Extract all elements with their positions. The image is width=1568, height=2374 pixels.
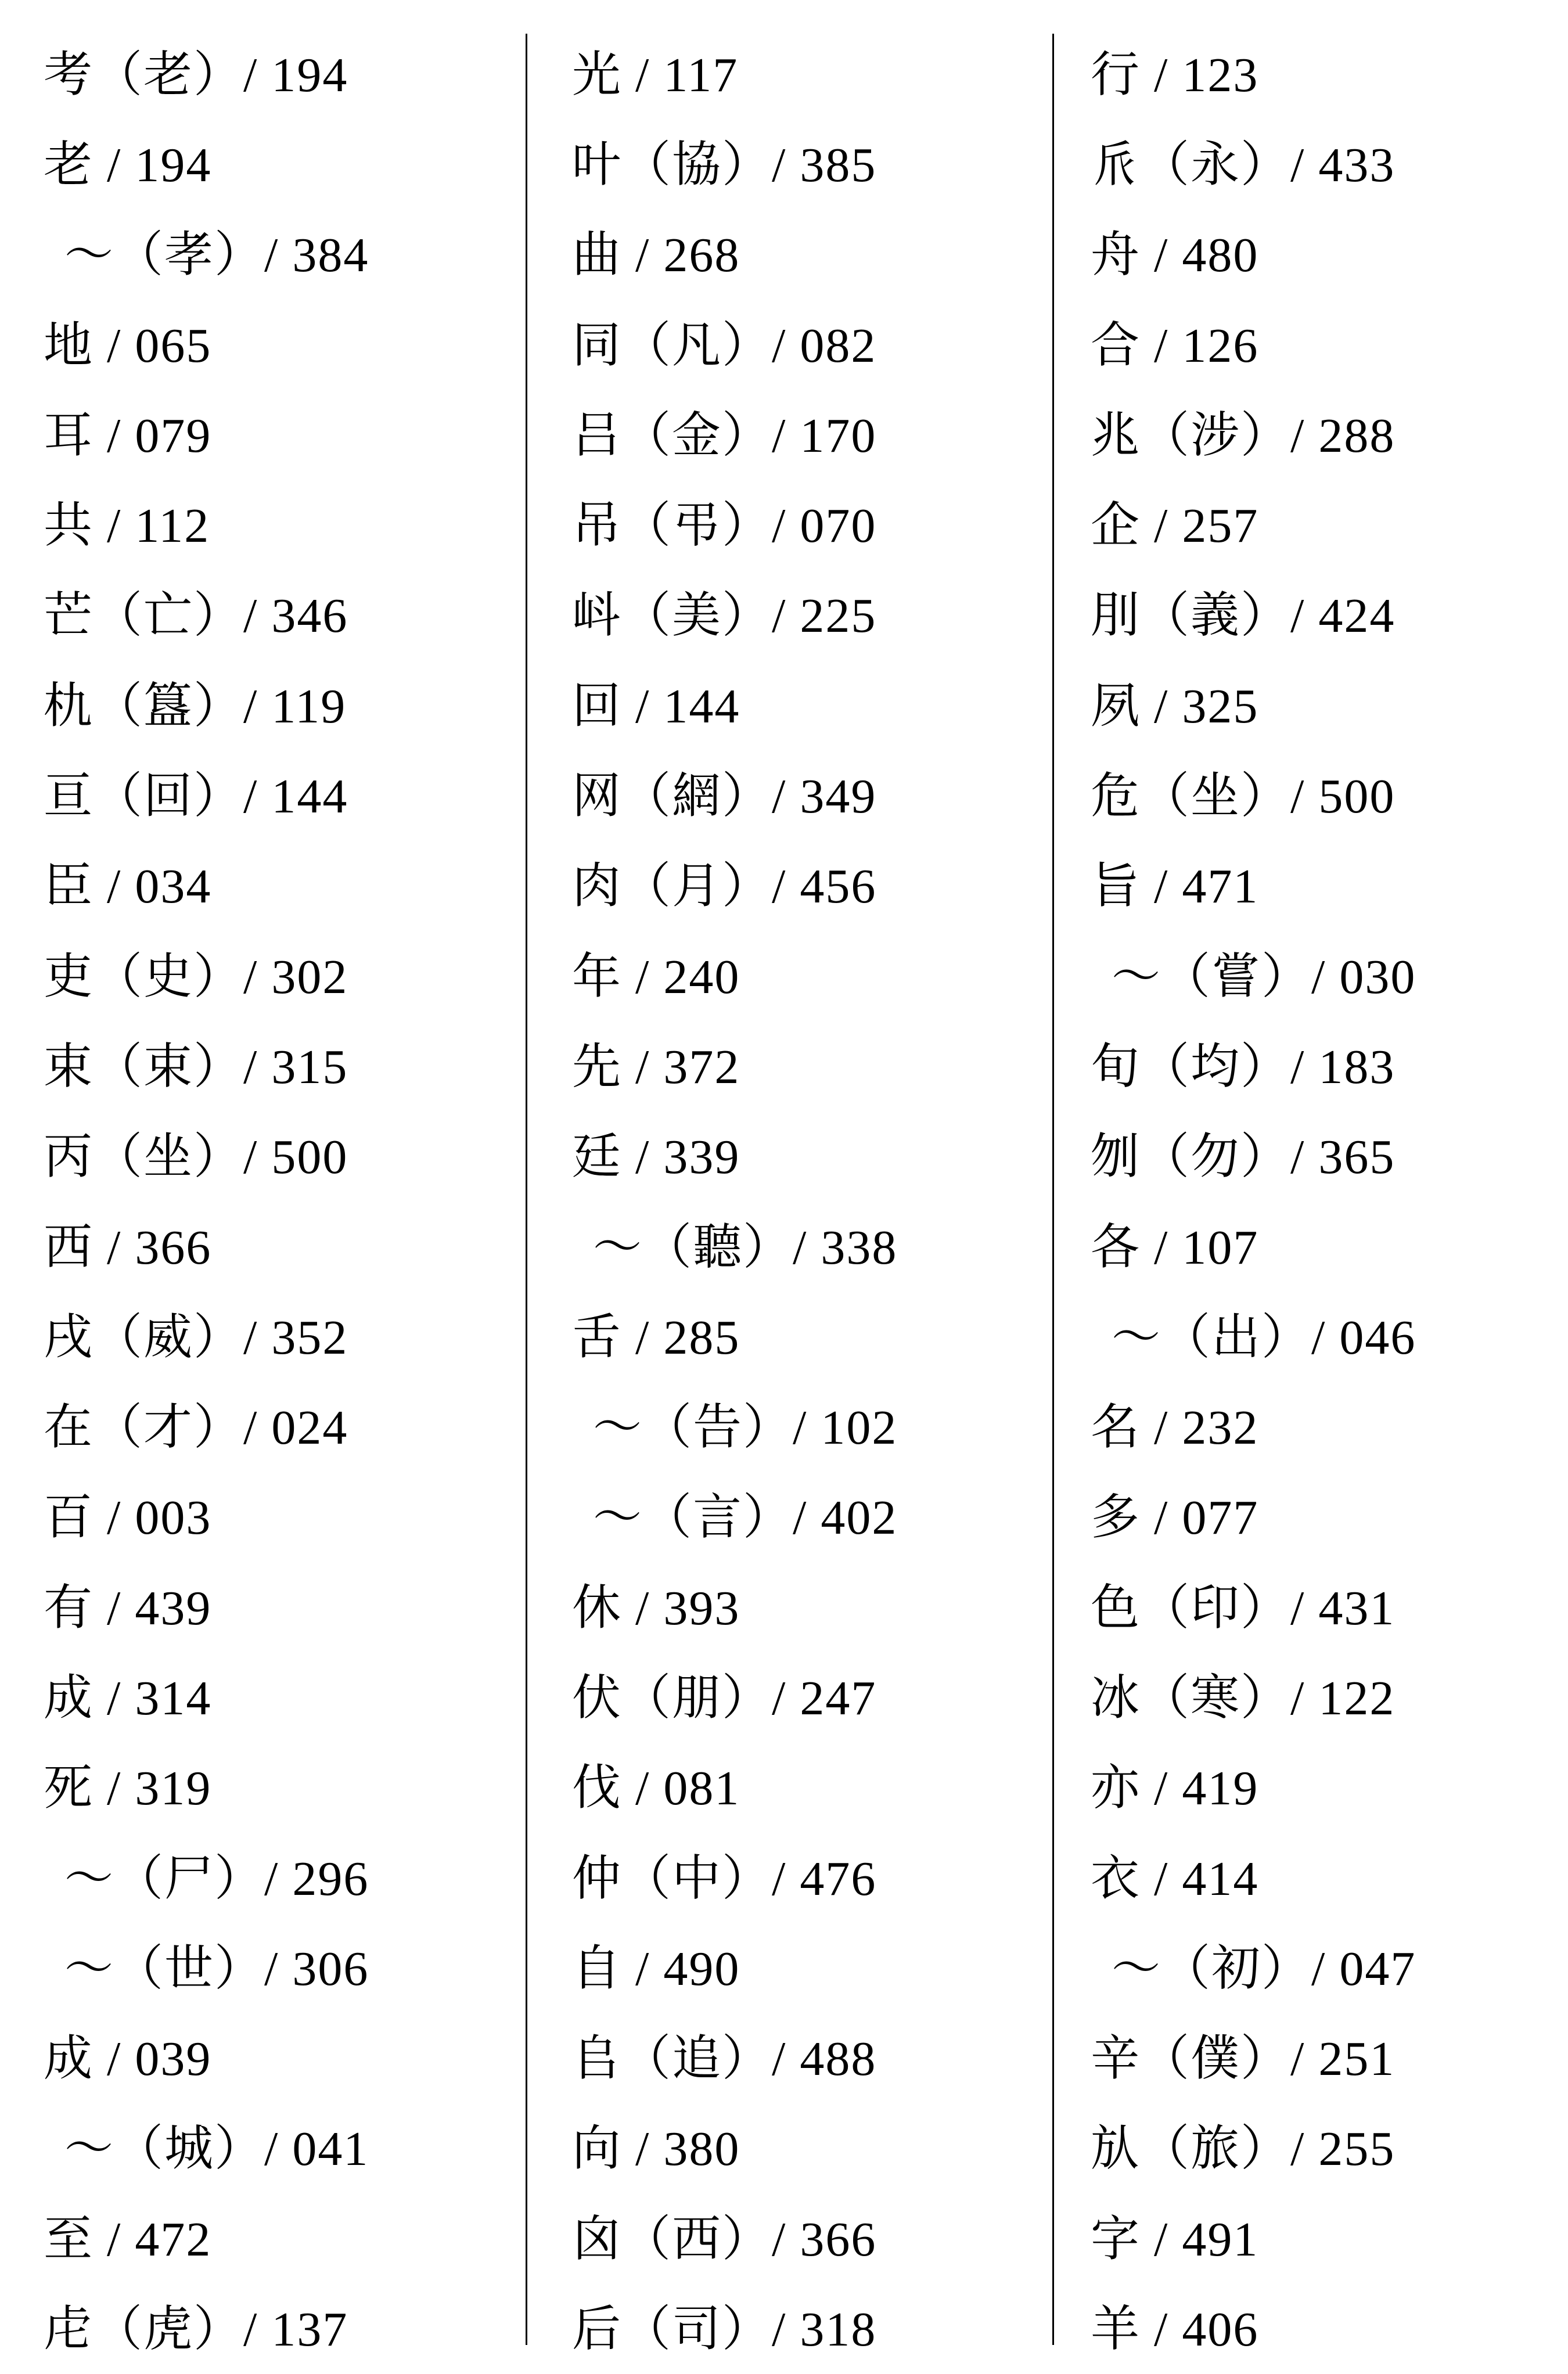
index-entry: 丙（坐）/ 500 [44,1130,348,1185]
index-entry: 后（司）/ 318 [572,2303,877,2357]
index-entry: 曲 / 268 [572,228,740,283]
index-entry: 老 / 194 [44,138,212,192]
index-entry: ～（初）/ 047 [1112,1941,1416,1996]
index-entry: ～（言）/ 402 [593,1491,898,1545]
index-entry: ～（嘗）/ 030 [1112,949,1416,1004]
index-entry: 共 / 112 [44,499,210,553]
index-entry: 叶（協）/ 385 [572,138,877,192]
index-entry: ～（聽）/ 338 [593,1220,898,1275]
index-entry: ～（世）/ 306 [64,1941,369,1996]
index-entry: 芒（亡）/ 346 [44,589,348,643]
index-entry: 衣 / 414 [1091,1851,1259,1906]
index-entry: 旨 / 471 [1091,859,1259,914]
index-entry: 同（凡）/ 082 [572,318,877,373]
index-entry: 廷 / 339 [572,1130,740,1185]
index-entry: 伏（朋）/ 247 [572,1671,877,1725]
index-entry: 戌（威）/ 352 [44,1310,348,1365]
index-entry: 亘（回）/ 144 [44,769,348,824]
index-entry: 企 / 257 [1091,499,1259,553]
index-entry: 休 / 393 [572,1581,740,1635]
index-entry: 至 / 472 [44,2212,212,2267]
index-entry: 吊（弔）/ 070 [572,499,877,553]
index-entry: 束（束）/ 315 [44,1039,348,1094]
index-entry: 冰（寒）/ 122 [1091,1671,1396,1725]
index-entry: 危（坐）/ 500 [1091,769,1396,824]
index-entry: ～（孝）/ 384 [64,228,369,283]
index-entry: 㞳（美）/ 225 [572,589,877,643]
index-entry: 辛（僕）/ 251 [1091,2032,1396,2087]
index-entry: ～（城）/ 041 [64,2122,369,2177]
index-entry: 刖（義）/ 424 [1091,589,1396,643]
index-entry: 回 / 144 [572,679,740,733]
index-entry: 肉（月）/ 456 [572,859,877,914]
index-entry: 兆（涉）/ 288 [1091,408,1396,463]
index-entry: 自 / 490 [572,1941,740,1996]
index-entry: 先 / 372 [572,1039,740,1094]
index-entry: 刎（勿）/ 365 [1091,1130,1396,1185]
index-entry: 吕（金）/ 170 [572,408,877,463]
index-entry: 多 / 077 [1091,1491,1259,1545]
index-entry: 网（網）/ 349 [572,769,877,824]
index-entry: 成 / 039 [44,2032,212,2087]
index-entry: 地 / 065 [44,318,212,373]
index-entry: 夙 / 325 [1091,679,1259,733]
index-entry: 考（老）/ 194 [44,48,348,102]
index-entry: ～（出）/ 046 [1112,1310,1416,1365]
index-entry: 年 / 240 [572,949,740,1004]
index-entry: 死 / 319 [44,1761,212,1816]
index-entry: 有 / 439 [44,1581,212,1635]
index-entry: 西 / 366 [44,1220,212,1275]
index-entry: 舟 / 480 [1091,228,1259,283]
column-divider [526,34,527,2345]
index-entry: 成 / 314 [44,1671,212,1725]
index-entry: 在（才）/ 024 [44,1401,348,1455]
index-entry: 合 / 126 [1091,318,1259,373]
index-entry: ～（告）/ 102 [593,1401,898,1455]
index-entry: 名 / 232 [1091,1401,1259,1455]
index-entry: 各 / 107 [1091,1220,1259,1275]
index-entry: 耳 / 079 [44,408,212,463]
index-entry: 臣 / 034 [44,859,212,914]
index-entry: 虍（虎）/ 137 [44,2303,348,2357]
index-entry: 羊 / 406 [1091,2303,1259,2357]
index-entry: 朹（簋）/ 119 [44,679,347,733]
index-entry: 色（印）/ 431 [1091,1581,1396,1635]
index-entry: 囟（西）/ 366 [572,2212,877,2267]
index-entry: 舌 / 285 [572,1310,740,1365]
index-entry: 字 / 491 [1091,2212,1259,2267]
index-entry: 行 / 123 [1091,48,1259,102]
index-entry: 𠂢（永）/ 433 [1091,138,1396,192]
index-column-middle [572,30,1045,2374]
index-entry: 𠂤（追）/ 488 [572,2032,877,2087]
index-entry: 向 / 380 [572,2122,740,2177]
index-entry: 㫃（旅）/ 255 [1091,2122,1396,2177]
index-entry: 旬（均）/ 183 [1091,1039,1396,1094]
index-entry: 仲（中）/ 476 [572,1851,877,1906]
index-column-right [1091,30,1555,2374]
index-entry: 伐 / 081 [572,1761,740,1816]
index-entry: 百 / 003 [44,1491,212,1545]
index-column-left [44,30,520,2374]
index-entry: 亦 / 419 [1091,1761,1259,1816]
index-entry: ～（尸）/ 296 [64,1851,369,1906]
index-entry: 光 / 117 [572,48,739,102]
index-entry: 吏（史）/ 302 [44,949,348,1004]
column-divider [1052,34,1054,2345]
